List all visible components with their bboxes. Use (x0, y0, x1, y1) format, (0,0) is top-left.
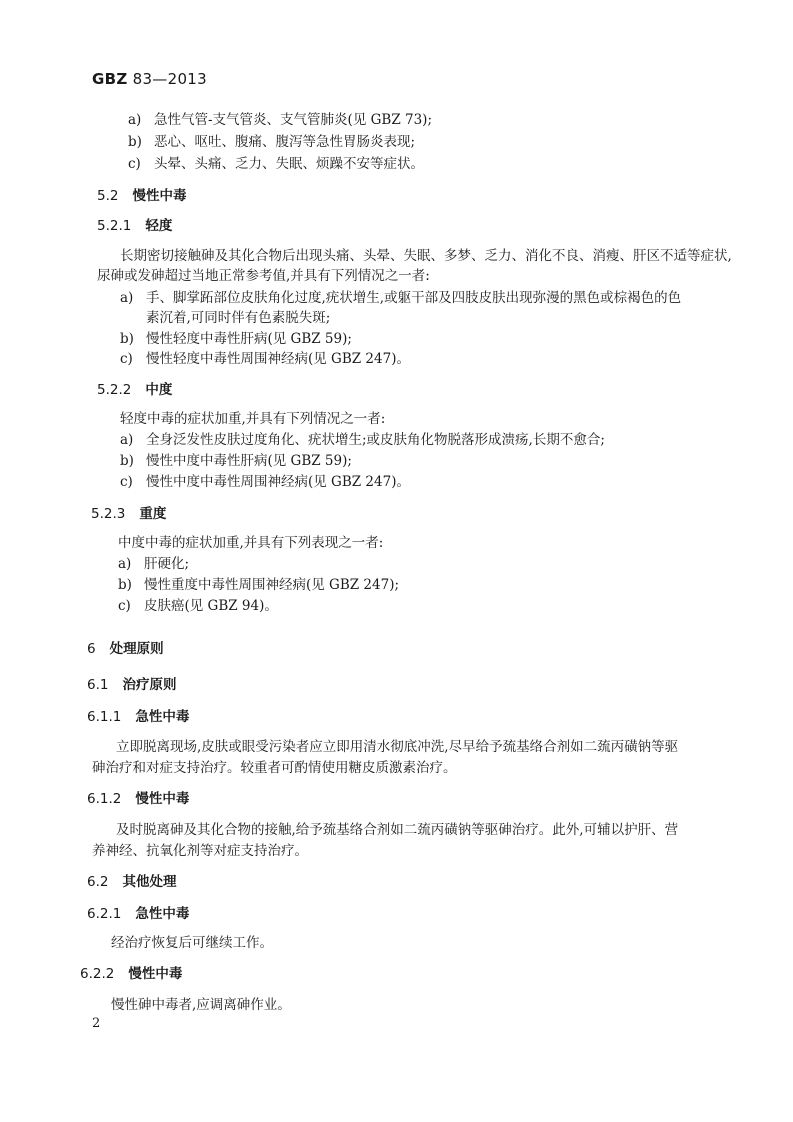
paragraph-line: 养神经、抗氧化剂等对症支持治疗。 (92, 843, 308, 859)
chapter-heading: 6 处理原则 (87, 641, 164, 657)
paragraph-line: 经治疗恢复后可继续工作。 (111, 935, 273, 951)
section-heading: 5.2 慢性中毒 (97, 188, 187, 204)
list-item: b) 恶心、呕吐、腹痛、腹泻等急性胃肠炎表现; (128, 134, 416, 150)
paragraph-line: 尿砷或发砷超过当地正常参考值,并具有下列情况之一者: (97, 268, 430, 284)
paragraph-line: 中度中毒的症状加重,并具有下列表现之一者: (118, 535, 384, 551)
subsection-heading: 6.2.2 慢性中毒 (80, 966, 183, 982)
paragraph-line: 砷治疗和对症支持治疗。较重者可酌情使用糖皮质激素治疗。 (92, 760, 457, 776)
list-item: c) 慢性中度中毒性周围神经病(见 GBZ 247)。 (120, 474, 410, 490)
standard-code: GBZ (92, 70, 128, 88)
subsection-heading: 5.2.2 中度 (97, 382, 173, 398)
list-item: b) 慢性重度中毒性周围神经病(见 GBZ 247); (118, 577, 400, 593)
subsection-heading: 5.2.1 轻度 (97, 218, 173, 234)
standard-number: 83—2013 (132, 70, 207, 88)
subsection-heading: 6.1.1 急性中毒 (87, 709, 190, 725)
list-item: c) 慢性轻度中毒性周围神经病(见 GBZ 247)。 (120, 351, 410, 367)
list-item-continuation: 素沉着,可同时伴有色素脱失斑; (146, 310, 331, 326)
list-item: c) 皮肤癌(见 GBZ 94)。 (118, 598, 278, 614)
list-item: b) 慢性轻度中毒性肝病(见 GBZ 59); (120, 331, 352, 347)
paragraph-line: 慢性砷中毒者,应调离砷作业。 (111, 997, 291, 1013)
list-item: a) 肝硬化; (118, 556, 190, 572)
subsection-heading: 6.2.1 急性中毒 (87, 906, 190, 922)
list-item: c) 头晕、头痛、乏力、失眠、烦躁不安等症状。 (128, 156, 424, 172)
paragraph-line: 及时脱离砷及其化合物的接触,给予巯基络合剂如二巯丙磺钠等驱砷治疗。此外,可辅以护肝、营 (116, 822, 679, 838)
standard-header (92, 70, 207, 88)
page-number: 2 (92, 1016, 101, 1031)
list-item: a) 全身泛发性皮肤过度角化、疣状增生;或皮肤角化物脱落形成溃疡,长期不愈合; (120, 432, 605, 448)
paragraph-line: 长期密切接触砷及其化合物后出现头痛、头晕、失眠、多梦、乏力、消化不良、消瘦、肝区不适等症状, (120, 248, 732, 264)
paragraph-line: 立即脱离现场,皮肤或眼受污染者应立即用清水彻底冲洗,尽早给予巯基络合剂如二巯丙磺钠等驱 (116, 739, 679, 755)
subsection-heading: 6.1.2 慢性中毒 (87, 791, 190, 807)
list-item: a) 急性气管-支气管炎、支气管肺炎(见 GBZ 73); (128, 112, 432, 128)
section-heading: 6.1 治疗原则 (87, 677, 177, 693)
list-item: b) 慢性中度中毒性肝病(见 GBZ 59); (120, 453, 352, 469)
section-heading: 6.2 其他处理 (87, 874, 177, 890)
paragraph-line: 轻度中毒的症状加重,并具有下列情况之一者: (120, 411, 386, 427)
list-item: a) 手、脚掌跖部位皮肤角化过度,疣状增生,或躯干部及四肢皮肤出现弥漫的黑色或棕褐色的色 (120, 290, 682, 306)
subsection-heading: 5.2.3 重度 (91, 506, 167, 522)
